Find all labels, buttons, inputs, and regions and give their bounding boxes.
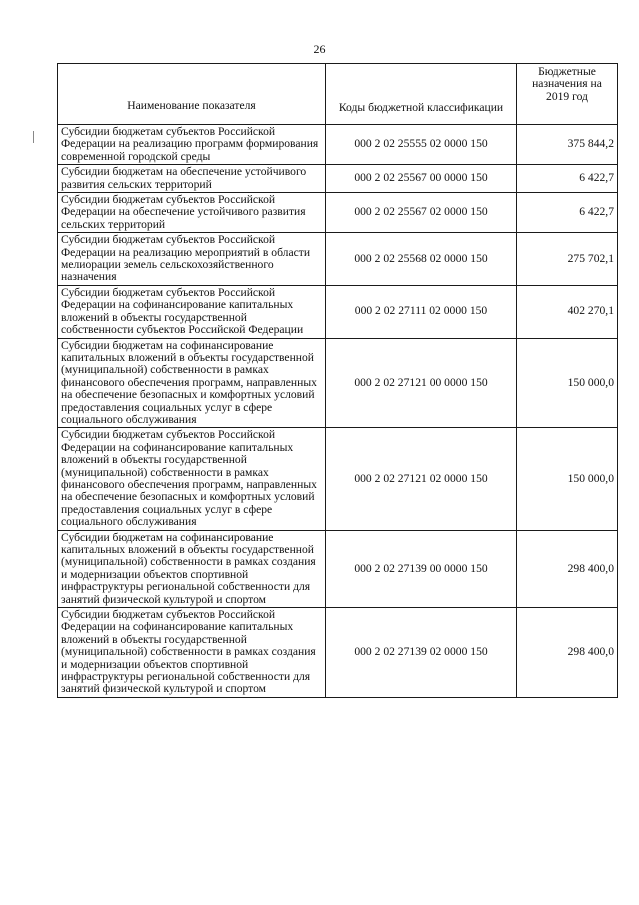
table-row	[58, 608, 618, 698]
table-row	[58, 530, 618, 607]
table-row	[58, 193, 618, 233]
row-name: Субсидии бюджетам субъектов Российской Федерации на реализацию мероприятий в области мелиорации земель сельскохозяйственного назначения	[58, 233, 326, 286]
row-name: Субсидии бюджетам субъектов Российской Федерации на софинансирование капитальных вложений в объекты государственной собственности субъектов Российской Федерации	[58, 285, 326, 338]
row-value: 6 422,7	[517, 165, 618, 193]
table-row	[58, 125, 618, 165]
row-code: 000 2 02 27139 00 0000 150	[326, 530, 517, 607]
row-code: 000 2 02 25555 02 0000 150	[326, 125, 517, 165]
row-value: 298 400,0	[517, 608, 618, 698]
row-name: Субсидии бюджетам на обеспечение устойчивого развития сельских территорий	[58, 165, 326, 193]
table-header-row	[58, 64, 618, 125]
row-value: 275 702,1	[517, 233, 618, 286]
table-row	[58, 233, 618, 286]
table-row	[58, 338, 618, 428]
table-row	[58, 165, 618, 193]
row-value: 150 000,0	[517, 338, 618, 428]
row-value: 298 400,0	[517, 530, 618, 607]
row-name: Субсидии бюджетам на софинансирование капитальных вложений в объекты государственной (муниципальной) собственности в рамках создания и модернизации объектов спортивной инфраструктуры региональной собственности для занятий физической культурой и спортом	[58, 530, 326, 607]
row-code: 000 2 02 25567 00 0000 150	[326, 165, 517, 193]
row-code: 000 2 02 25568 02 0000 150	[326, 233, 517, 286]
row-code: 000 2 02 27111 02 0000 150	[326, 285, 517, 338]
row-code: 000 2 02 27121 02 0000 150	[326, 428, 517, 530]
row-value: 150 000,0	[517, 428, 618, 530]
budget-table	[57, 63, 618, 698]
header-budget-codes: Коды бюджетной классификации	[326, 64, 517, 125]
header-indicator-name: Наименование показателя	[58, 64, 326, 125]
table-row	[58, 285, 618, 338]
row-name: Субсидии бюджетам на софинансирование капитальных вложений в объекты государственной (муниципальной) собственности в рамках финансового обеспечения программ, направленных на обеспечение безопасных и комфортных условий предоставления социальных услуг в сфере социального обслуживания	[58, 338, 326, 428]
row-code: 000 2 02 27121 00 0000 150	[326, 338, 517, 428]
header-budget-assignments: Бюджетные назначения на 2019 год	[517, 64, 618, 125]
page-number: 26	[313, 42, 326, 56]
margin-mark	[33, 131, 34, 143]
row-code: 000 2 02 25567 02 0000 150	[326, 193, 517, 233]
row-name: Субсидии бюджетам субъектов Российской Федерации на софинансирование капитальных вложений в объекты государственной (муниципальной) собственности в рамках создания и модернизации объектов спортивной инфраструктуры региональной собственности для занятий физической культурой и спортом	[58, 608, 326, 698]
row-code: 000 2 02 27139 02 0000 150	[326, 608, 517, 698]
row-name: Субсидии бюджетам субъектов Российской Федерации на обеспечение устойчивого развития сельских территорий	[58, 193, 326, 233]
row-name: Субсидии бюджетам субъектов Российской Федерации на реализацию программ формирования современной городской среды	[58, 125, 326, 165]
row-value: 6 422,7	[517, 193, 618, 233]
table-row	[58, 428, 618, 530]
row-name: Субсидии бюджетам субъектов Российской Федерации на софинансирование капитальных вложений в объекты государственной (муниципальной) собственности в рамках финансового обеспечения программ, направленных на обеспечение безопасных и комфортных условий предоставления социальных услуг в сфере социального обслуживания	[58, 428, 326, 530]
row-value: 375 844,2	[517, 125, 618, 165]
row-value: 402 270,1	[517, 285, 618, 338]
